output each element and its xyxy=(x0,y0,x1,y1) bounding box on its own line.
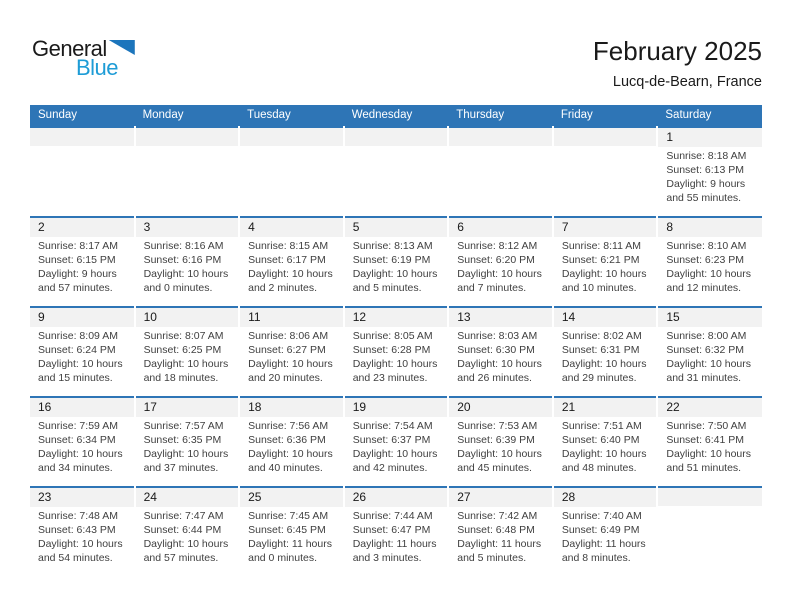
detail-line: and 20 minutes. xyxy=(248,372,323,384)
day-cell xyxy=(30,307,135,397)
detail-line: Sunrise: 8:06 AM xyxy=(248,330,329,342)
day-cell xyxy=(448,307,553,397)
day-cell xyxy=(448,487,553,576)
week-row xyxy=(30,487,762,576)
day-number: 22 xyxy=(658,398,762,417)
day-cell xyxy=(657,127,762,217)
title-block xyxy=(593,36,762,90)
detail-line: Sunrise: 7:44 AM xyxy=(352,510,433,522)
day-cell xyxy=(30,397,135,487)
day-number xyxy=(449,128,552,146)
detail-line: Sunrise: 8:07 AM xyxy=(143,330,224,342)
detail-line: Daylight: 10 hours xyxy=(457,268,542,280)
detail-line: and 5 minutes. xyxy=(457,552,527,564)
day-number: 18 xyxy=(240,398,343,417)
detail-line: Sunset: 6:45 PM xyxy=(248,524,326,536)
day-number: 5 xyxy=(345,218,448,237)
logo-general-text: General xyxy=(32,36,107,61)
day-cell xyxy=(657,397,762,487)
weekday-header: Tuesday xyxy=(239,105,344,127)
day-number: 17 xyxy=(136,398,239,417)
calendar-body xyxy=(30,127,762,576)
detail-line: Sunrise: 7:47 AM xyxy=(143,510,224,522)
day-number: 16 xyxy=(30,398,134,417)
detail-line: Sunset: 6:13 PM xyxy=(666,164,745,176)
detail-line: and 23 minutes. xyxy=(352,372,428,384)
day-cell xyxy=(30,487,135,576)
day-details xyxy=(449,417,552,475)
day-cell xyxy=(553,487,658,576)
detail-line: Sunset: 6:16 PM xyxy=(143,254,222,266)
day-details xyxy=(240,146,343,148)
detail-line: and 45 minutes. xyxy=(457,462,532,474)
day-details xyxy=(30,327,134,385)
day-number: 19 xyxy=(345,398,448,417)
detail-line: Sunrise: 7:51 AM xyxy=(561,420,642,432)
week-row xyxy=(30,217,762,307)
calendar-grid xyxy=(30,105,762,576)
day-details xyxy=(554,146,657,148)
detail-line: Sunrise: 8:12 AM xyxy=(457,240,538,252)
day-cell xyxy=(239,217,344,307)
detail-line: Sunset: 6:34 PM xyxy=(38,434,116,446)
detail-line: Sunrise: 8:17 AM xyxy=(38,240,118,252)
day-details xyxy=(30,237,134,295)
detail-line: Sunrise: 8:10 AM xyxy=(666,240,747,252)
day-number: 27 xyxy=(449,488,552,507)
detail-line: and 0 minutes. xyxy=(248,552,318,564)
detail-line: Daylight: 10 hours xyxy=(38,358,123,370)
detail-line: Daylight: 9 hours xyxy=(666,178,746,190)
detail-line: Daylight: 10 hours xyxy=(143,538,229,550)
day-details xyxy=(554,507,657,565)
day-cell xyxy=(344,397,449,487)
day-details xyxy=(449,146,552,148)
detail-line: Daylight: 10 hours xyxy=(248,268,333,280)
day-number: 12 xyxy=(345,308,448,327)
day-cell xyxy=(239,307,344,397)
day-number: 24 xyxy=(136,488,239,507)
detail-line: Daylight: 10 hours xyxy=(666,448,752,460)
day-cell xyxy=(135,397,240,487)
day-details xyxy=(136,417,239,475)
detail-line: Sunset: 6:31 PM xyxy=(561,344,640,356)
detail-line: Sunrise: 8:02 AM xyxy=(561,330,642,342)
day-cell xyxy=(448,217,553,307)
day-number xyxy=(554,128,657,146)
day-cell xyxy=(553,397,658,487)
day-details xyxy=(554,327,657,385)
week-row xyxy=(30,307,762,397)
detail-line: and 42 minutes. xyxy=(352,462,428,474)
detail-line: Daylight: 10 hours xyxy=(352,448,438,460)
day-number: 2 xyxy=(30,218,134,237)
day-cell xyxy=(553,217,658,307)
detail-line: Daylight: 10 hours xyxy=(666,268,752,280)
detail-line: Sunset: 6:19 PM xyxy=(352,254,431,266)
detail-line: Sunrise: 8:13 AM xyxy=(352,240,433,252)
weekday-header-row xyxy=(30,105,762,127)
detail-line: and 51 minutes. xyxy=(666,462,742,474)
detail-line: Sunrise: 7:45 AM xyxy=(248,510,329,522)
day-number: 1 xyxy=(658,128,762,147)
weekday-header: Sunday xyxy=(30,105,135,127)
detail-line: Daylight: 10 hours xyxy=(248,358,333,370)
detail-line: and 3 minutes. xyxy=(352,552,422,564)
day-details xyxy=(136,327,239,385)
weekday-header: Saturday xyxy=(657,105,762,127)
detail-line: Sunset: 6:37 PM xyxy=(352,434,431,446)
logo-blue-text: Blue xyxy=(76,55,119,80)
detail-line: and 5 minutes. xyxy=(352,282,422,294)
detail-line: and 7 minutes. xyxy=(457,282,527,294)
detail-line: Daylight: 10 hours xyxy=(561,358,647,370)
detail-line: Sunset: 6:21 PM xyxy=(561,254,640,266)
day-details xyxy=(658,327,762,385)
day-cell xyxy=(344,307,449,397)
detail-line: Sunrise: 7:48 AM xyxy=(38,510,118,522)
detail-line: Sunset: 6:32 PM xyxy=(666,344,745,356)
day-cell xyxy=(239,397,344,487)
detail-line: Sunset: 6:28 PM xyxy=(352,344,431,356)
detail-line: Sunrise: 8:15 AM xyxy=(248,240,329,252)
week-row xyxy=(30,397,762,487)
detail-line: and 40 minutes. xyxy=(248,462,323,474)
detail-line: and 0 minutes. xyxy=(143,282,213,294)
empty-day-cell xyxy=(553,127,658,217)
detail-line: and 15 minutes. xyxy=(38,372,113,384)
day-cell xyxy=(657,217,762,307)
detail-line: Daylight: 10 hours xyxy=(457,358,542,370)
detail-line: Sunset: 6:36 PM xyxy=(248,434,326,446)
detail-line: Sunset: 6:27 PM xyxy=(248,344,326,356)
empty-day-cell xyxy=(239,127,344,217)
day-cell xyxy=(344,487,449,576)
month-title: February 2025 xyxy=(592,36,762,66)
detail-line: and 18 minutes. xyxy=(143,372,219,384)
detail-line: Daylight: 11 hours xyxy=(561,538,646,550)
empty-day-cell xyxy=(344,127,449,217)
day-details xyxy=(449,237,552,295)
detail-line: and 31 minutes. xyxy=(666,372,742,384)
detail-line: Sunrise: 7:56 AM xyxy=(248,420,329,432)
day-details xyxy=(345,327,448,385)
day-number: 25 xyxy=(240,488,343,507)
day-details xyxy=(240,417,343,475)
detail-line: and 37 minutes. xyxy=(143,462,219,474)
day-number: 21 xyxy=(554,398,657,417)
day-details xyxy=(240,507,343,565)
day-details xyxy=(658,506,762,508)
empty-day-cell xyxy=(657,487,762,576)
day-details xyxy=(345,237,448,295)
day-cell xyxy=(344,217,449,307)
day-number: 7 xyxy=(554,218,657,237)
detail-line: Sunset: 6:24 PM xyxy=(38,344,116,356)
detail-line: Daylight: 10 hours xyxy=(143,358,229,370)
day-number: 11 xyxy=(240,308,343,327)
day-number: 9 xyxy=(30,308,134,327)
detail-line: Daylight: 9 hours xyxy=(38,268,117,280)
detail-line: Daylight: 10 hours xyxy=(38,538,123,550)
day-number: 10 xyxy=(136,308,239,327)
day-details xyxy=(240,327,343,385)
day-cell xyxy=(135,307,240,397)
day-number: 23 xyxy=(30,488,134,507)
detail-line: Daylight: 11 hours xyxy=(248,538,332,550)
detail-line: Sunrise: 7:42 AM xyxy=(457,510,538,522)
day-details xyxy=(449,507,552,565)
day-cell xyxy=(30,217,135,307)
day-number: 13 xyxy=(449,308,552,327)
day-details xyxy=(449,327,552,385)
day-number xyxy=(658,488,762,506)
day-details xyxy=(345,507,448,565)
detail-line: Sunrise: 7:53 AM xyxy=(457,420,538,432)
detail-line: Sunrise: 8:05 AM xyxy=(352,330,433,342)
day-number: 3 xyxy=(136,218,239,237)
day-number xyxy=(240,128,343,146)
day-number xyxy=(345,128,448,146)
day-cell xyxy=(553,307,658,397)
day-details xyxy=(345,146,448,148)
detail-line: Sunset: 6:30 PM xyxy=(457,344,535,356)
detail-line: Sunset: 6:48 PM xyxy=(457,524,535,536)
detail-line: Sunset: 6:49 PM xyxy=(561,524,640,536)
detail-line: Daylight: 10 hours xyxy=(248,448,333,460)
empty-day-cell xyxy=(448,127,553,217)
detail-line: Daylight: 10 hours xyxy=(143,448,229,460)
detail-line: Sunset: 6:41 PM xyxy=(666,434,745,446)
day-number xyxy=(136,128,239,146)
detail-line: Sunrise: 8:09 AM xyxy=(38,330,118,342)
logo-triangle-icon xyxy=(109,40,135,55)
day-cell xyxy=(448,397,553,487)
detail-line: and 54 minutes. xyxy=(38,552,113,564)
detail-line: Sunrise: 8:00 AM xyxy=(666,330,747,342)
detail-line: and 34 minutes. xyxy=(38,462,113,474)
detail-line: Sunrise: 7:54 AM xyxy=(352,420,433,432)
location-subtitle: Lucq-de-Bearn, France xyxy=(612,74,762,90)
day-details xyxy=(136,146,239,148)
day-details xyxy=(658,417,762,475)
detail-line: Daylight: 10 hours xyxy=(561,268,647,280)
calendar-table xyxy=(30,105,762,576)
detail-line: Sunrise: 8:03 AM xyxy=(457,330,538,342)
detail-line: Sunset: 6:35 PM xyxy=(143,434,222,446)
weekday-header: Wednesday xyxy=(344,105,449,127)
detail-line: and 2 minutes. xyxy=(248,282,318,294)
detail-line: Daylight: 10 hours xyxy=(38,448,123,460)
detail-line: Sunrise: 7:59 AM xyxy=(38,420,118,432)
detail-line: and 12 minutes. xyxy=(666,282,742,294)
day-number: 6 xyxy=(449,218,552,237)
detail-line: Daylight: 10 hours xyxy=(561,448,647,460)
detail-line: and 8 minutes. xyxy=(561,552,631,564)
day-cell xyxy=(135,487,240,576)
day-details xyxy=(554,417,657,475)
day-cell xyxy=(135,217,240,307)
day-details xyxy=(658,237,762,295)
day-number: 8 xyxy=(658,218,762,237)
detail-line: and 26 minutes. xyxy=(457,372,532,384)
day-details xyxy=(240,237,343,295)
weekday-header: Thursday xyxy=(448,105,553,127)
detail-line: Sunset: 6:20 PM xyxy=(457,254,535,266)
weekday-header: Monday xyxy=(135,105,240,127)
day-number: 14 xyxy=(554,308,657,327)
detail-line: Daylight: 10 hours xyxy=(352,358,438,370)
detail-line: Sunset: 6:47 PM xyxy=(352,524,431,536)
detail-line: and 57 minutes. xyxy=(143,552,219,564)
detail-line: Sunset: 6:40 PM xyxy=(561,434,640,446)
day-number: 20 xyxy=(449,398,552,417)
empty-day-cell xyxy=(30,127,135,217)
detail-line: Sunset: 6:17 PM xyxy=(248,254,326,266)
day-details xyxy=(136,507,239,565)
detail-line: Sunrise: 7:57 AM xyxy=(143,420,224,432)
detail-line: Daylight: 10 hours xyxy=(143,268,229,280)
detail-line: and 48 minutes. xyxy=(561,462,637,474)
general-blue-logo xyxy=(32,38,135,79)
detail-line: and 55 minutes. xyxy=(666,192,742,204)
day-number xyxy=(30,128,134,146)
detail-line: Sunrise: 8:11 AM xyxy=(561,240,641,252)
detail-line: Daylight: 10 hours xyxy=(457,448,542,460)
empty-day-cell xyxy=(135,127,240,217)
detail-line: Sunset: 6:15 PM xyxy=(38,254,116,266)
detail-line: Daylight: 11 hours xyxy=(352,538,437,550)
day-cell xyxy=(239,487,344,576)
day-number: 28 xyxy=(554,488,657,507)
detail-line: Sunrise: 7:40 AM xyxy=(561,510,642,522)
detail-line: and 29 minutes. xyxy=(561,372,637,384)
detail-line: Sunrise: 8:16 AM xyxy=(143,240,224,252)
day-number: 4 xyxy=(240,218,343,237)
day-details xyxy=(30,417,134,475)
day-details xyxy=(345,417,448,475)
detail-line: and 10 minutes. xyxy=(561,282,637,294)
week-row xyxy=(30,127,762,217)
detail-line: and 57 minutes. xyxy=(38,282,113,294)
day-number: 15 xyxy=(658,308,762,327)
day-details xyxy=(30,146,134,148)
day-details xyxy=(136,237,239,295)
detail-line: Sunrise: 8:18 AM xyxy=(666,150,747,162)
day-details xyxy=(30,507,134,565)
detail-line: Sunset: 6:25 PM xyxy=(143,344,222,356)
detail-line: Sunset: 6:39 PM xyxy=(457,434,535,446)
day-cell xyxy=(657,307,762,397)
detail-line: Daylight: 10 hours xyxy=(666,358,752,370)
detail-line: Sunset: 6:43 PM xyxy=(38,524,116,536)
detail-line: Sunset: 6:23 PM xyxy=(666,254,745,266)
detail-line: Daylight: 10 hours xyxy=(352,268,438,280)
weekday-header: Friday xyxy=(553,105,658,127)
detail-line: Daylight: 11 hours xyxy=(457,538,542,550)
day-number: 26 xyxy=(345,488,448,507)
detail-line: Sunset: 6:44 PM xyxy=(143,524,222,536)
day-details xyxy=(658,147,762,205)
detail-line: Sunrise: 7:50 AM xyxy=(666,420,747,432)
day-details xyxy=(554,237,657,295)
